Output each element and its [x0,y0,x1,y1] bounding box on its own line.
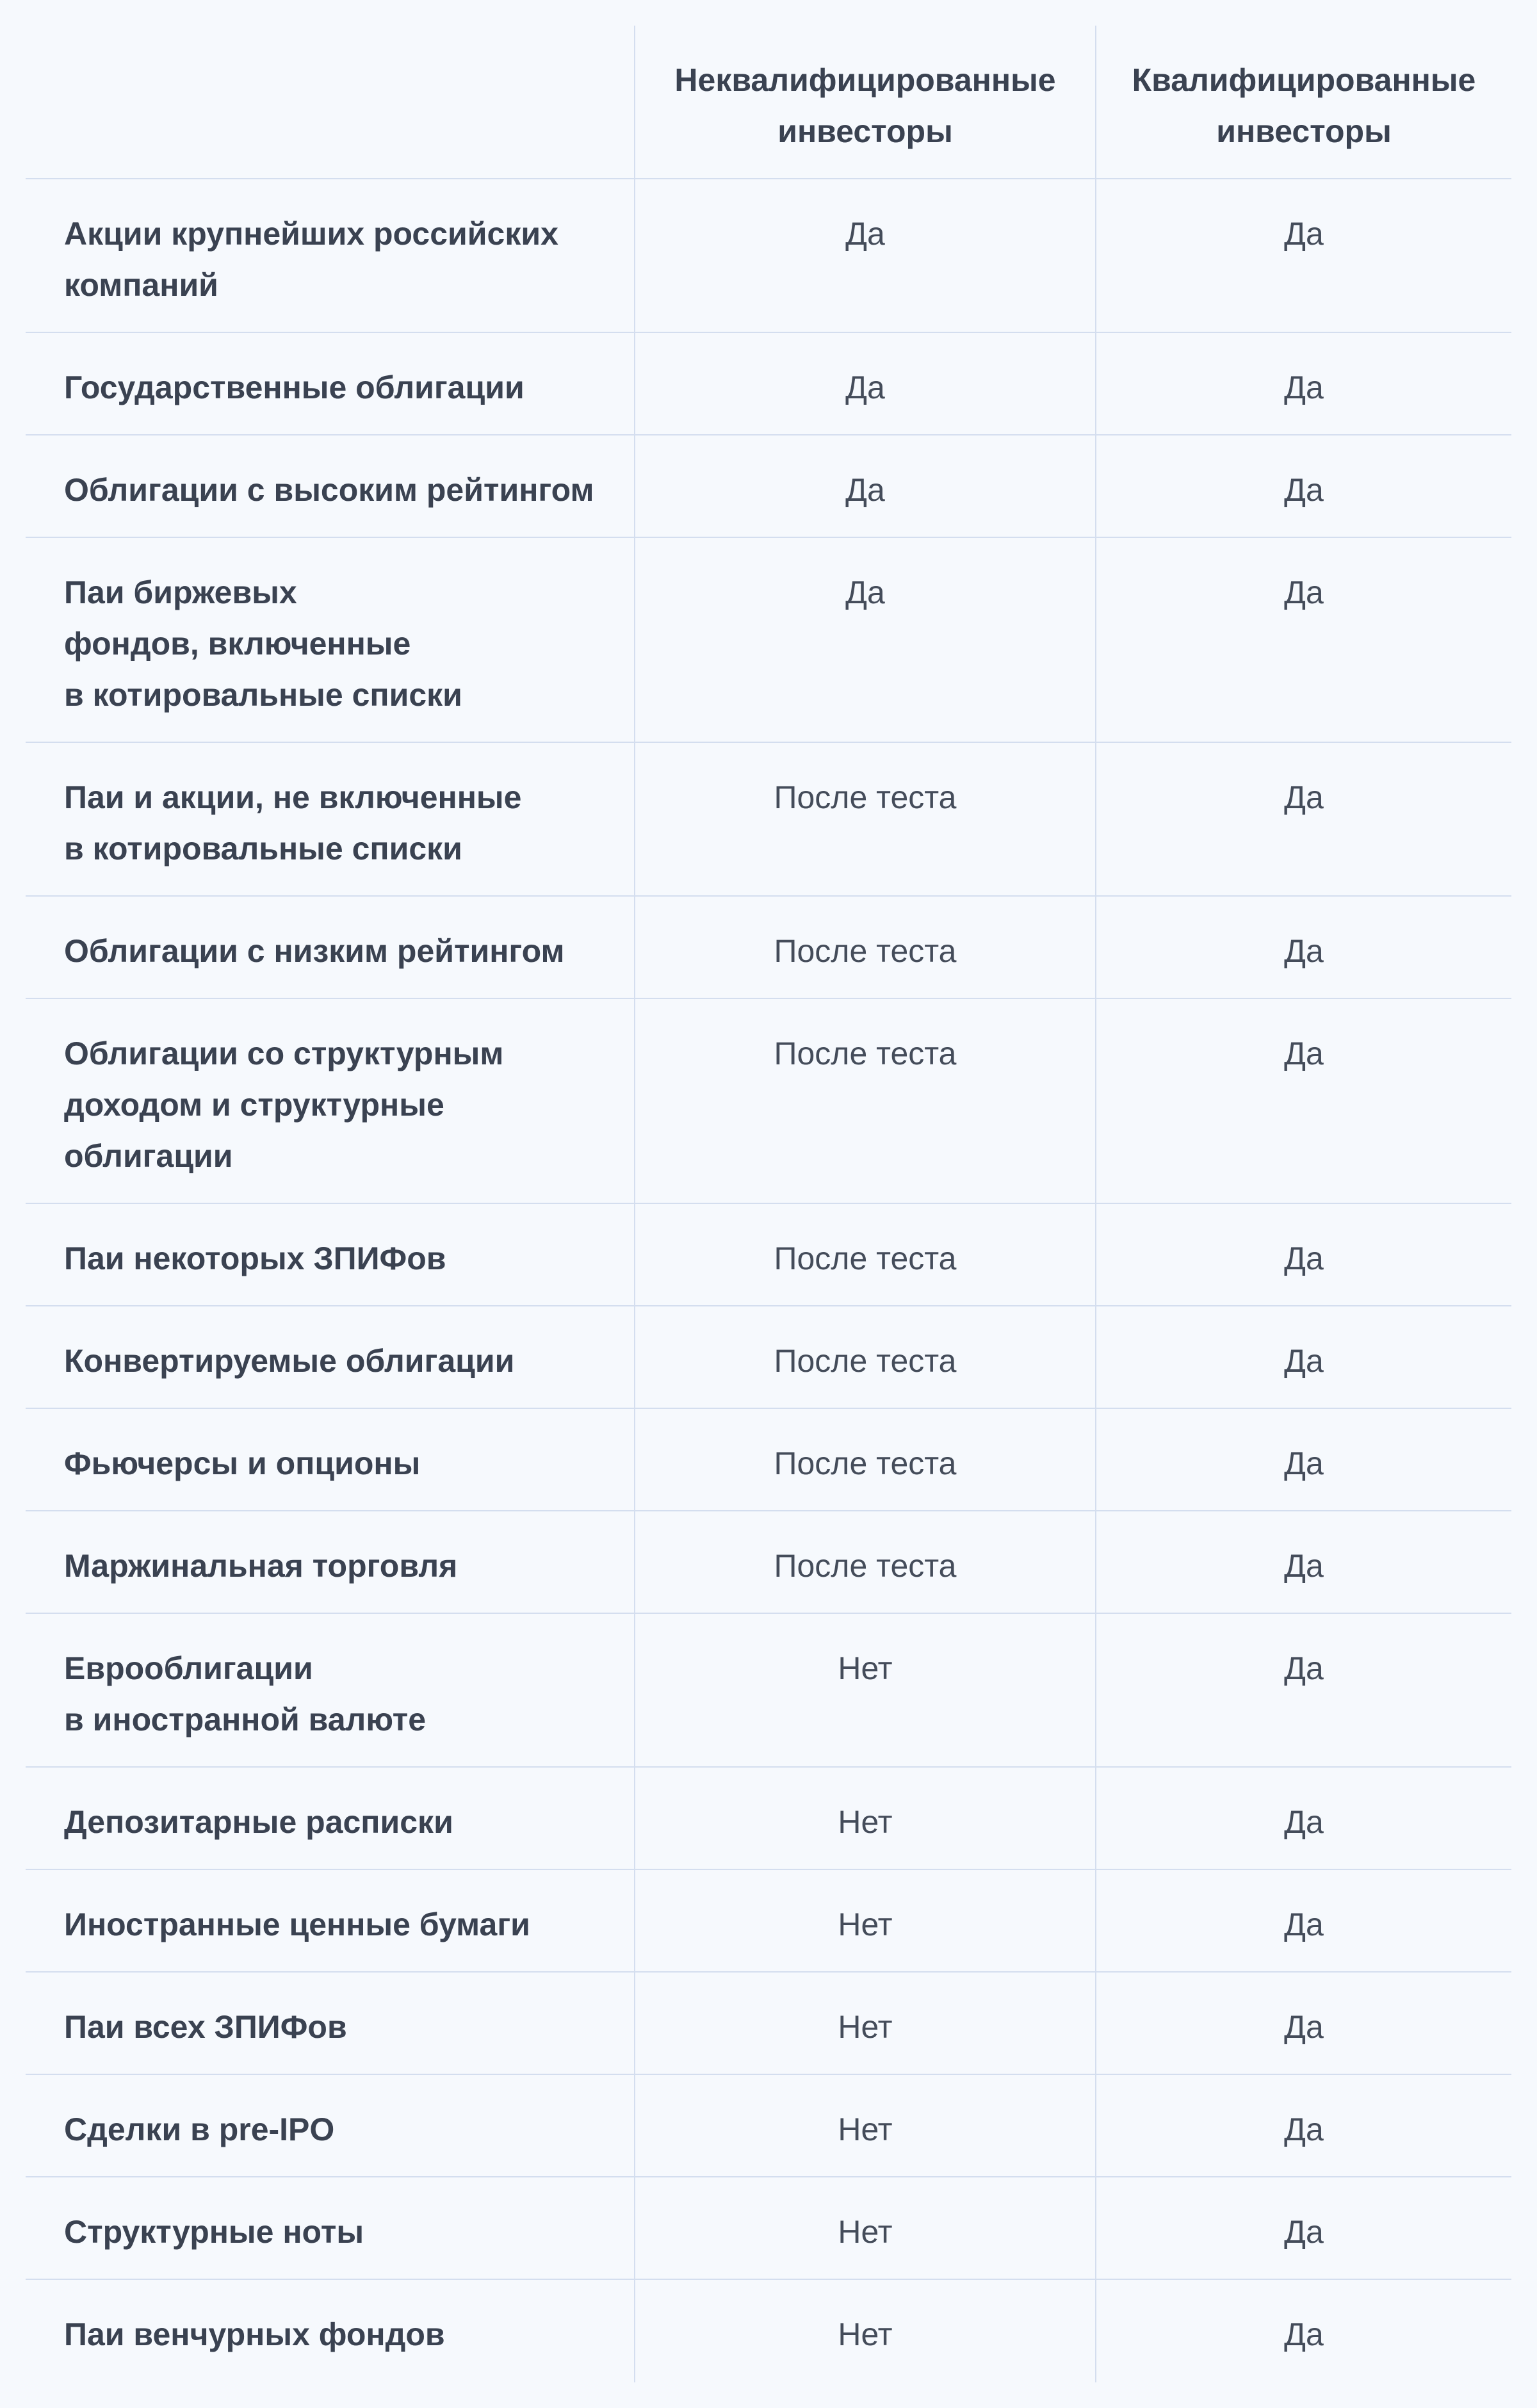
asset-cell [26,1973,634,2074]
qualified-access-cell: Да [1095,1409,1511,1510]
asset-name-line: Депозитарные расписки [64,1804,453,1840]
asset-cell [26,1511,634,1613]
header-non-qualified-line-1: Неквалифицированные [674,62,1056,98]
asset-cell [26,2075,634,2176]
table-row [26,1409,1511,1511]
asset-name-line: Паи и акции, не включенные [64,779,522,815]
qualified-access-cell: Да [1095,1768,1511,1869]
asset-cell [26,2280,634,2382]
asset-name-line: Паи венчурных фондов [64,2316,445,2352]
qualified-access-cell: Да [1095,1306,1511,1408]
qualified-access-cell: Да [1095,2280,1511,2382]
asset-name-line: Конвертируемые облигации [64,1343,515,1379]
qualified-access-cell: Да [1095,2075,1511,2176]
qualified-access-cell: Да [1095,333,1511,434]
non-qualified-access-cell: Нет [634,2280,1095,2382]
table-row [26,1306,1511,1409]
header-qualified-line-2: инвесторы [1216,113,1392,149]
table-row [26,538,1511,743]
asset-name-line: Структурные ноты [64,2214,364,2250]
table-body [26,179,1511,2382]
asset-cell [26,1306,634,1408]
qualified-access-cell: Да [1095,743,1511,895]
asset-name-line: доходом и структурные [64,1087,444,1123]
table-row [26,1870,1511,1973]
non-qualified-access-cell: Да [634,538,1095,742]
header-asset-cell [26,26,634,178]
asset-cell [26,1870,634,1971]
non-qualified-access-cell: После теста [634,1306,1095,1408]
asset-name-line: облигации [64,1138,233,1174]
non-qualified-access-cell: Да [634,435,1095,537]
non-qualified-access-cell: После теста [634,897,1095,998]
table-row [26,743,1511,897]
asset-cell [26,538,634,742]
table-row [26,2280,1511,2382]
header-qualified-line-1: Квалифицированные [1132,62,1476,98]
investor-access-table [26,26,1511,2382]
qualified-access-cell: Да [1095,2177,1511,2279]
asset-name-line: Иностранные ценные бумаги [64,1907,530,1942]
asset-name-line: Паи всех ЗПИФов [64,2009,347,2045]
table-row [26,333,1511,435]
asset-cell [26,897,634,998]
qualified-access-cell: Да [1095,897,1511,998]
asset-name-line: Облигации с низким рейтингом [64,933,565,969]
table-row [26,1614,1511,1768]
asset-name-line: Акции крупнейших российских [64,216,558,252]
table-row [26,1204,1511,1306]
table-row [26,435,1511,538]
non-qualified-access-cell: Нет [634,1614,1095,1766]
table-row [26,999,1511,1204]
qualified-access-cell: Да [1095,999,1511,1203]
table-row [26,897,1511,999]
table-row [26,2177,1511,2280]
asset-cell [26,999,634,1203]
table-row [26,2075,1511,2177]
asset-cell [26,1614,634,1766]
non-qualified-access-cell: Да [634,333,1095,434]
asset-cell [26,2177,634,2279]
asset-cell [26,333,634,434]
asset-name-line: Облигации со структурным [64,1036,504,1071]
qualified-access-cell: Да [1095,1204,1511,1305]
table-row [26,1768,1511,1870]
asset-name-line: в иностранной валюте [64,1702,427,1737]
asset-cell [26,435,634,537]
qualified-access-cell: Да [1095,435,1511,537]
asset-name-line: Сделки в pre-IPO [64,2111,335,2147]
qualified-access-cell: Да [1095,538,1511,742]
non-qualified-access-cell: Да [634,179,1095,332]
qualified-access-cell: Да [1095,1973,1511,2074]
asset-cell [26,179,634,332]
table-row [26,1973,1511,2075]
header-non-qualified-line-2: инвесторы [777,113,953,149]
asset-name-line: в котировальные списки [64,831,462,866]
asset-name-line: в котировальные списки [64,677,462,713]
non-qualified-access-cell: После теста [634,1204,1095,1305]
asset-name-line: Паи некоторых ЗПИФов [64,1241,446,1276]
header-non-qualified [634,26,1095,178]
non-qualified-access-cell: После теста [634,1511,1095,1613]
non-qualified-access-cell: Нет [634,2177,1095,2279]
qualified-access-cell: Да [1095,1511,1511,1613]
non-qualified-access-cell: После теста [634,1409,1095,1510]
table-row [26,179,1511,333]
asset-name-line: фондов, включенные [64,626,411,662]
qualified-access-cell: Да [1095,179,1511,332]
asset-name-line: Еврооблигации [64,1650,313,1686]
asset-name-line: Фьючерсы и опционы [64,1445,421,1481]
non-qualified-access-cell: Нет [634,2075,1095,2176]
asset-cell [26,1204,634,1305]
non-qualified-access-cell: Нет [634,1870,1095,1971]
header-qualified [1095,26,1511,178]
asset-cell [26,743,634,895]
asset-name-line: Паи биржевых [64,574,297,610]
qualified-access-cell: Да [1095,1614,1511,1766]
asset-name-line: Маржинальная торговля [64,1548,458,1584]
non-qualified-access-cell: После теста [634,999,1095,1203]
non-qualified-access-cell: Нет [634,1768,1095,1869]
asset-name-line: компаний [64,267,218,303]
asset-name-line: Облигации с высоким рейтингом [64,472,594,508]
non-qualified-access-cell: Нет [634,1973,1095,2074]
asset-cell [26,1409,634,1510]
asset-cell [26,1768,634,1869]
table-row [26,1511,1511,1614]
qualified-access-cell: Да [1095,1870,1511,1971]
table-header-row [26,26,1511,179]
asset-name-line: Государственные облигации [64,370,525,405]
non-qualified-access-cell: После теста [634,743,1095,895]
